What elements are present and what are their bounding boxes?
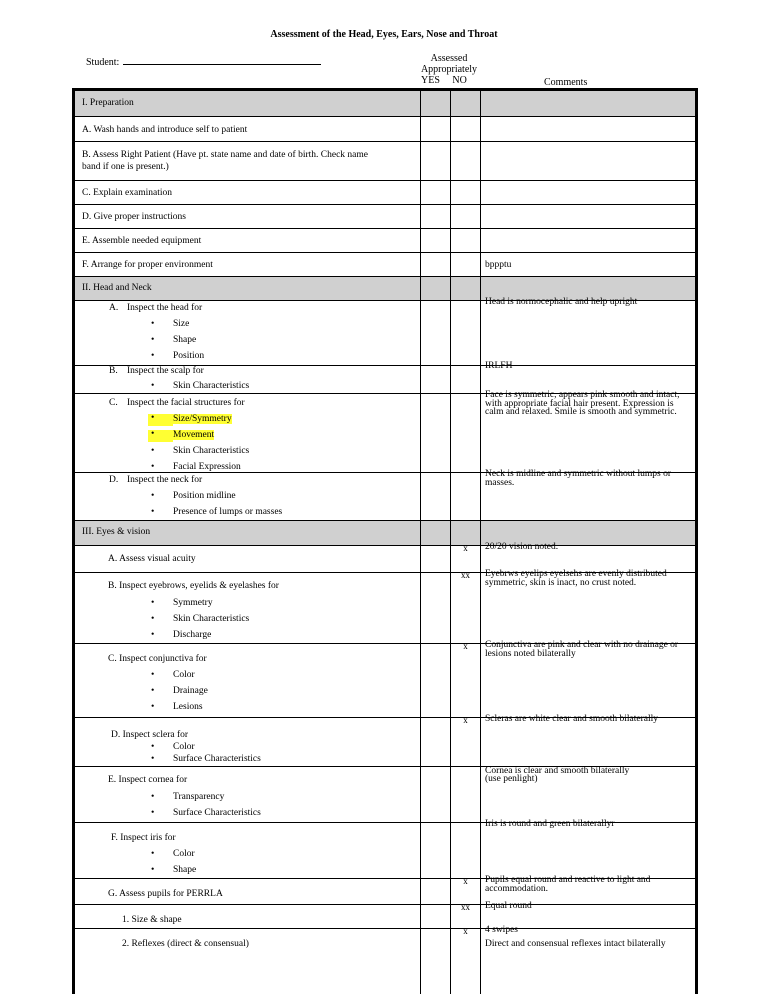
item-label: D. Inspect sclera for xyxy=(111,730,189,740)
comment-cell[interactable]: Eyebrws eyelips eyelsehs are evenly distributed symmetric, skin is inact, no crust noted. xyxy=(485,569,667,588)
comment-cell[interactable]: Cornea is clear and smooth bilaterally (use penlight) xyxy=(485,766,630,784)
bullet-item: • Size xyxy=(173,319,189,329)
bullet-item: • Shape xyxy=(173,865,196,875)
no-cell[interactable] xyxy=(451,767,481,822)
no-cell[interactable]: x xyxy=(451,879,481,904)
comment-cell[interactable]: Head is normocephalic and help upright xyxy=(485,297,638,307)
item-label: Inspect the neck for xyxy=(127,475,203,485)
section-title: III. Eyes & vision xyxy=(82,527,151,537)
no-cell[interactable] xyxy=(451,394,481,472)
yes-cell[interactable] xyxy=(421,301,451,365)
bullet-item: • Surface Characteristics xyxy=(173,808,261,818)
bullet-item: • Skin Characteristics xyxy=(173,381,249,391)
item-label: Inspect the facial structures for xyxy=(127,398,245,408)
bullet-item: • Color xyxy=(173,670,195,680)
comment-cell[interactable]: 20/20 vision noted. xyxy=(485,542,559,552)
comment-cell[interactable]: Iris is round and green bilaterallyr xyxy=(485,819,615,829)
comment-cell[interactable] xyxy=(481,229,695,252)
table-row xyxy=(75,819,695,878)
no-cell[interactable] xyxy=(451,473,481,520)
item-label-cont: band if one is present.) xyxy=(82,162,169,172)
item-label: B. Inspect eyebrows, eyelids & eyelashes for xyxy=(108,581,279,591)
bullet-item: • Position midline xyxy=(173,491,236,501)
assessed-line2: Appropriately xyxy=(420,64,478,75)
no-cell[interactable] xyxy=(451,823,481,878)
item-letter: D. xyxy=(109,475,119,485)
yes-cell[interactable] xyxy=(421,181,451,204)
comment-cell[interactable] xyxy=(481,142,695,180)
section-title: II. Head and Neck xyxy=(82,283,152,293)
yes-header: YES xyxy=(421,75,440,86)
yes-cell[interactable] xyxy=(421,879,451,904)
item-label: A. Assess visual acuity xyxy=(108,554,196,564)
table-row xyxy=(75,229,695,252)
bullet-item: • Skin Characteristics xyxy=(173,446,249,456)
yes-cell[interactable] xyxy=(421,644,451,717)
yes-cell[interactable] xyxy=(421,142,451,180)
yes-cell[interactable] xyxy=(421,823,451,878)
no-cell[interactable] xyxy=(451,366,481,393)
item-letter: B. xyxy=(109,366,118,376)
bullet-item: • Shape xyxy=(173,335,196,345)
no-cell[interactable] xyxy=(451,142,481,180)
section-preparation xyxy=(75,91,695,116)
table-row xyxy=(75,297,695,365)
no-cell[interactable] xyxy=(451,253,481,276)
yes-cell[interactable] xyxy=(421,905,451,928)
item-label: D. Give proper instructions xyxy=(82,212,186,222)
yes-cell[interactable] xyxy=(421,205,451,228)
yes-cell[interactable] xyxy=(421,229,451,252)
table-row xyxy=(75,469,695,520)
item-label: 2. Reflexes (direct & consensual) xyxy=(122,939,249,949)
item-label: A. Wash hands and introduce self to patient xyxy=(82,125,248,135)
student-label: Student: xyxy=(86,57,120,68)
bullet-item-highlighted: • Movement xyxy=(173,430,214,440)
comment-cell[interactable]: Face is symmetric, appears pink smooth and intact, with appropriate facial hair present. Expression is calm and relaxed. Smile is smooth and symmetric. xyxy=(485,390,680,417)
comment-cell[interactable] xyxy=(481,117,695,141)
yes-cell[interactable] xyxy=(421,573,451,643)
bullet-item: • Discharge xyxy=(173,630,211,640)
no-cell[interactable] xyxy=(451,229,481,252)
table-row xyxy=(75,569,695,643)
bullet-item: • Color xyxy=(173,742,195,752)
no-cell[interactable]: xx xyxy=(451,573,481,643)
table-row xyxy=(75,875,695,904)
page-title: Assessment of the Head, Eyes, Ears, Nose and Throat xyxy=(270,29,498,40)
item-label: F. Inspect iris for xyxy=(111,833,176,843)
table-row xyxy=(75,767,695,822)
item-label: Inspect the scalp for xyxy=(127,366,204,376)
bullet-item: • Surface Characteristics xyxy=(173,754,261,764)
item-label: E. Assemble needed equipment xyxy=(82,236,202,246)
section-eyes-vision xyxy=(75,521,695,545)
comment-cell[interactable] xyxy=(481,205,695,228)
comment-cell[interactable]: Scleras are white clear and smooth bilaterally xyxy=(485,714,659,724)
yes-cell[interactable] xyxy=(421,366,451,393)
item-letter: A. xyxy=(109,303,119,313)
comment-cell[interactable]: Pupils equal round and reactive to light and accommodation. xyxy=(485,875,651,894)
yes-cell[interactable] xyxy=(421,253,451,276)
yes-cell[interactable] xyxy=(421,546,451,572)
comment-cell[interactable]: Equal round xyxy=(485,901,532,911)
yes-cell[interactable] xyxy=(421,929,451,994)
table-row xyxy=(75,640,695,717)
item-label: E. Inspect cornea for xyxy=(108,775,188,785)
assessed-header xyxy=(419,53,479,75)
bullet-item: • Symmetry xyxy=(173,598,213,608)
table-row xyxy=(75,390,695,472)
bullet-dot: • xyxy=(151,429,155,439)
student-name-line[interactable] xyxy=(123,55,321,65)
bullet-item: • Lesions xyxy=(173,702,203,712)
yes-cell[interactable] xyxy=(421,117,451,141)
bullet-item: • Drainage xyxy=(173,686,208,696)
table-row xyxy=(75,205,695,228)
assessed-line1: Assessed xyxy=(430,53,468,64)
table-row xyxy=(75,181,695,204)
comment-cell[interactable]: Conjunctiva are pink and clear with no drainage or lesions noted bilaterally xyxy=(485,640,679,659)
item-label: G. Assess pupils for PERRLA xyxy=(108,889,223,899)
comment-cell[interactable] xyxy=(481,181,695,204)
bullet-item: • Presence of lumps or masses xyxy=(173,507,282,517)
assessment-table xyxy=(72,88,698,994)
bullet-dot: • xyxy=(151,413,155,423)
table-row xyxy=(75,901,695,928)
bullet-item: • Skin Characteristics xyxy=(173,614,249,624)
section-title: I. Preparation xyxy=(82,98,134,108)
yes-cell[interactable] xyxy=(421,718,451,766)
bullet-item: • Transparency xyxy=(173,792,224,802)
no-cell[interactable] xyxy=(451,117,481,141)
item-label: B. Assess Right Patient (Have pt. state name and date of birth. Check name xyxy=(82,150,368,160)
bullet-item: • Color xyxy=(173,849,195,859)
no-cell[interactable]: x xyxy=(451,718,481,766)
bullet-item: • Position xyxy=(173,351,204,361)
yes-no-header xyxy=(421,75,467,86)
item-label: Inspect the head for xyxy=(127,303,203,313)
no-header: NO xyxy=(452,75,467,86)
no-cell[interactable]: x xyxy=(451,644,481,717)
item-label: F. Arrange for proper environment xyxy=(82,260,213,270)
item-label: 1. Size & shape xyxy=(122,915,182,925)
bullet-item-highlighted: • Size/Symmetry xyxy=(173,414,232,424)
table-row xyxy=(75,253,695,276)
item-letter: C. xyxy=(109,398,118,408)
table-row xyxy=(75,117,695,141)
student-field xyxy=(86,55,321,68)
yes-cell[interactable] xyxy=(421,767,451,822)
comment-cell[interactable]: 4 swipes Direct and consensual reflexes intact bilaterally xyxy=(485,925,666,949)
no-cell[interactable] xyxy=(451,181,481,204)
table-row xyxy=(75,714,695,766)
yes-cell[interactable] xyxy=(421,473,451,520)
no-cell[interactable]: x xyxy=(451,546,481,572)
item-label: C. Explain examination xyxy=(82,188,172,198)
bullet-item: • Facial Expression xyxy=(173,462,241,472)
table-row xyxy=(75,142,695,180)
comments-header: Comments xyxy=(544,77,588,88)
comment-cell[interactable]: IRLFH xyxy=(485,361,513,371)
table-row xyxy=(75,925,695,994)
item-label: C. Inspect conjunctiva for xyxy=(108,654,207,664)
no-cell[interactable] xyxy=(451,301,481,365)
comment-cell[interactable]: Neck is midline and symmetric without lumps or masses. xyxy=(485,469,672,488)
comment-cell[interactable]: bppptu xyxy=(485,260,512,270)
yes-cell[interactable] xyxy=(421,394,451,472)
no-cell[interactable]: x xyxy=(451,929,481,994)
no-cell[interactable] xyxy=(451,205,481,228)
table-row xyxy=(75,361,695,393)
no-cell[interactable]: xx xyxy=(451,905,481,928)
